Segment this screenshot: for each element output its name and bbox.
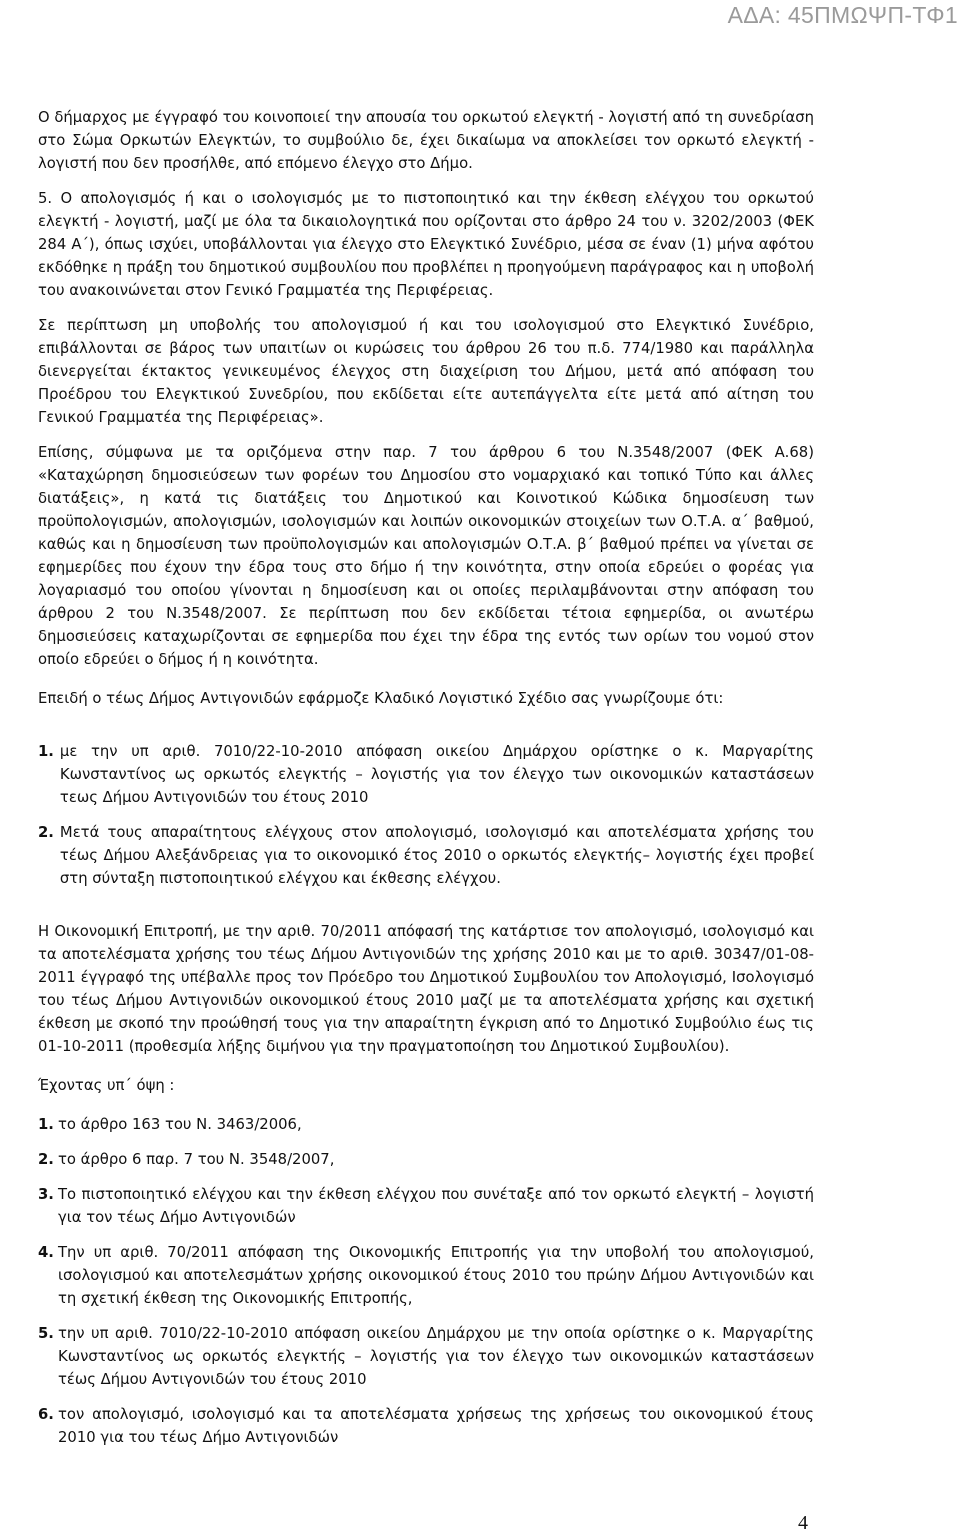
- list-item: [38, 1183, 814, 1229]
- paragraph-financial-committee: Η Οικονομική Επιτροπή, με την αριθ. 70/2011 απόφασή της κατάρτισε τον απολογισμό, ισολογισμό και τα αποτελέσματα χρήσης του τέως Δήμου Αντιγονιδών της χρήσης 2010 και με το αριθ. 30347/01-08-2011 έγγραφό της υπέβαλλε προς τον Πρόεδρο του Δημοτικού Συμβουλίου τον Απολογισμό, Ισολογισμό του τέως Δήμου Αντιγονιδών οικονομικού έτους 2010 μαζί με τα αποτελέσματα χρήσης και σχετική έκθεση με σκοπό την προώθησή τους για την απαραίτητη έγκριση από το Δημοτικό Συμβούλιο έως τις 01-10-2011 (προθεσμία λήξης διμήνου για την πραγματοποίηση του Δημοτικού Συμβουλίου).: [38, 923, 814, 1055]
- list-item-text: την υπ αριθ. 7010/22-10-2010 απόφαση οικείου Δημάρχου με την οποία ορίστηκε ο κ. Μαργαρίτης Κωνσταντίνος ως ορκωτός ελεγκτής – λογιστής για τον έλεγχο των οικονομικών καταστάσεων τέως Δήμου Αντιγονιδών του έτους 2010: [58, 1325, 814, 1388]
- list-item-number: 1.: [38, 1116, 54, 1133]
- paragraph-accounting-plan: Επειδή ο τέως Δήμος Αντιγονιδών εφάρμοζε Κλαδικό Λογιστικό Σχέδιο σας γνωρίζουμε ότι:: [38, 690, 724, 707]
- list-item: [38, 1148, 814, 1171]
- list-item-text: με την υπ αριθ. 7010/22-10-2010 απόφαση οικείου Δημάρχου ορίστηκε ο κ. Μαργαρίτης Κωνσταντίνος ως ορκωτός ελεγκτής – λογιστής για τον έλεγχο των οικονομικών καταστάσεων τεως Δήμου Αντιγονιδών του έτους 2010: [59, 743, 814, 806]
- list-item: [38, 1113, 814, 1136]
- page-number: 4: [798, 1512, 808, 1534]
- list-item-text: το άρθρο 6 παρ. 7 του Ν. 3548/2007,: [58, 1151, 335, 1168]
- list-item-number: 4.: [38, 1244, 54, 1261]
- list-item-text: Μετά τους απαραίτητους ελέγχους στον απολογισμό, ισολογισμό και αποτελέσματα χρήσης του τέως Δήμου Αλεξάνδρειας για το οικονομικό έτος 2010 ο ορκωτός ελεγκτής– λογιστής έχει προβεί στη σύνταξη πιστοποιητικού ελέγχου και έκθεσης ελέγχου.: [59, 824, 814, 887]
- paragraph-item-5: 5. Ο απολογισμός ή και ο ισολογισμός με το πιστοποιητικό και την έκθεση ελέγχου του ορκωτού ελεγκτή - λογιστή, μαζί με όλα τα δικαιολογητικά που ορίζονται στο άρθρο 24 του ν. 3202/2003 (ΦΕΚ 284 Α΄), όπως ισχύει, υποβάλλονται για έλεγχο στο Ελεγκτικό Συνέδριο, μέσα σε έναν (1) μήνα αφότου εκδόθηκε η πράξη του δημοτικού συμβουλίου που προβλέπει η προηγούμενη παράγραφος και η υποβολή του ανακοινώνεται στον Γενικό Γραμματέα της Περιφέρειας.: [38, 190, 814, 299]
- list-item-text: Την υπ αριθ. 70/2011 απόφαση της Οικονομικής Επιτροπής για την υποβολή του απολογισμού, ισολογισμού και αποτελεσμάτων χρήσης οικονομικού έτους 2010 του πρώην Δήμου Αντιγονιδών και τη σχετική έκθεση της Οικονομικής Επιτροπής,: [58, 1244, 814, 1307]
- list-item-text: Το πιστοποιητικό ελέγχου και την έκθεση ελέγχου που συνέταξε από τον ορκωτό ελεγκτή – λογιστή για τον τέως Δήμο Αντιγονιδών: [58, 1186, 814, 1226]
- list-item-text: τον απολογισμό, ισολογισμό και τα αποτελέσματα χρήσεως της χρήσεως του οικονομικού έτους 2010 για του τέως Δήμο Αντιγονιδών: [58, 1406, 814, 1446]
- numbered-list-b: [38, 1113, 814, 1449]
- list-item: [38, 821, 814, 890]
- list-item-number: 2.: [38, 1151, 54, 1168]
- paragraph-absence-notice: Ο δήμαρχος με έγγραφό του κοινοποιεί την απουσία του ορκωτού ελεγκτή - λογιστή από τη συνεδρίαση στο Σώμα Ορκωτών Ελεγκτών, το συμβούλιο δε, έχει δικαίωμα να αποκλείσει τον ορκωτό ελεγκτή - λογιστή που δεν προσήλθε, από επόμενο έλεγχο στο Δήμο.: [38, 109, 814, 172]
- list-item-number: 5.: [38, 1325, 54, 1342]
- ada-header-code: ΑΔΑ: 45ΠΜΩΨΠ-ΤΦ1: [727, 2, 958, 28]
- document-body: [38, 106, 814, 1449]
- list-item-number: 2.: [38, 824, 54, 841]
- paragraph-publication-rules: Επίσης, σύμφωνα με τα οριζόμενα στην παρ. 7 του άρθρου 6 του Ν.3548/2007 (ΦΕΚ Α.68) «Καταχώρηση δημοσιεύσεων των φορέων του Δημοσίου στο νομαρχιακό και τοπικό Τύπο και άλλες διατάξεις», η κατά τις διατάξεις του Δημοτικού και Κοινοτικού Κώδικα δημοσίευση των προϋπολογισμών, απολογισμών, ισολογισμών και λοιπών οικονομικών στοιχείων των Ο.Τ.Α. α΄ βαθμού, καθώς και η δημοσίευση των προϋπολογισμών και απολογισμών Ο.Τ.Α. β΄ βαθμού πρέπει να γίνεται σε εφημερίδες που έχουν την έδρα τους στο δήμο ή την κοινότητα, στην οποία εδρεύει ο φορέας για λογαριασμό του οποίου γίνονται η δημοσίευση και οι οποίες περιλαμβάνονται στην απόφαση του άρθρου 2 του Ν.3548/2007. Σε περίπτωση που δεν εκδίδεται τέτοια εφημερίδα, οι ανωτέρω δημοσιεύσεις καταχωρίζονται σε εφημερίδα που έχει την έδρα της εντός των ορίων του νομού στον οποίο εδρεύει ο δήμος ή η κοινότητα.: [38, 444, 814, 668]
- list-item: [38, 1322, 814, 1391]
- list-item: [38, 1403, 814, 1449]
- paragraph-sanctions: Σε περίπτωση μη υποβολής του απολογισμού ή και του ισολογισμού στο Ελεγκτικό Συνέδριο, επιβάλλονται σε βάρος των υπαιτίων οι κυρώσεις του άρθρου 26 του π.δ. 774/1980 και παράλληλα διενεργείται έκτακτος γενικευμένος έλεγχος στη διαχείριση του Δήμου, μετά από απόφαση του Προέδρου του Ελεγκτικού Συνεδρίου, που εκδίδεται είτε αυτεπάγγελτα είτε μετά από αίτηση του Γενικού Γραμματέα της Περιφέρειας».: [38, 317, 814, 426]
- list-item-text: το άρθρο 163 του Ν. 3463/2006,: [58, 1116, 302, 1133]
- list-item-number: 3.: [38, 1186, 54, 1203]
- list-item-number: 1.: [38, 743, 54, 760]
- list-item: [38, 740, 814, 809]
- paragraph-considering: Έχοντας υπ΄ όψη :: [38, 1077, 175, 1094]
- list-item-number: 6.: [38, 1406, 54, 1423]
- list-item: [38, 1241, 814, 1310]
- numbered-list-a: [38, 740, 814, 890]
